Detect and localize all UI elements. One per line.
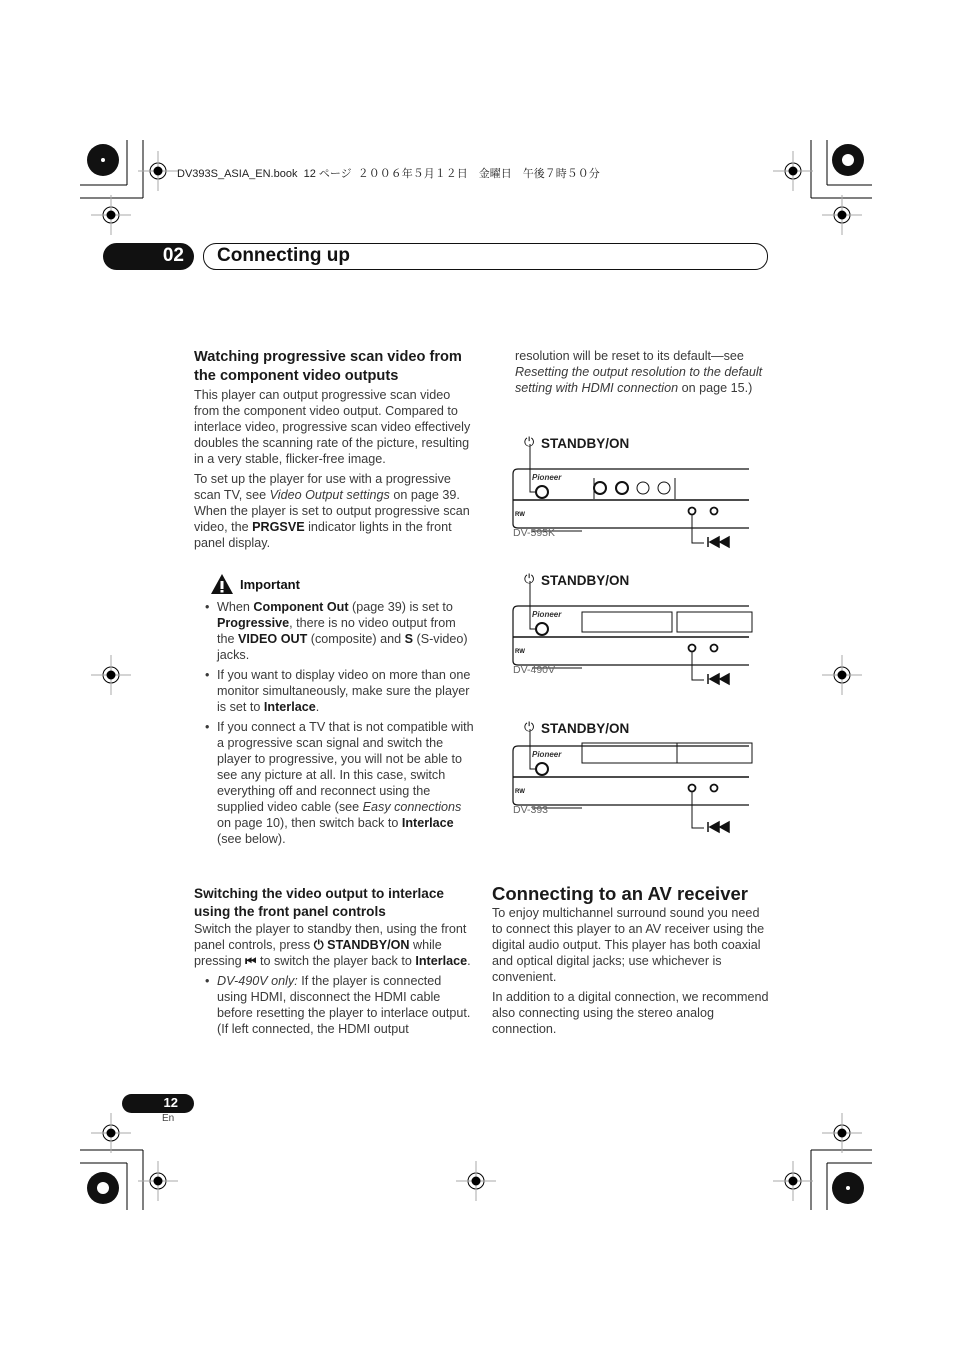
text-run: (see below). <box>217 832 286 846</box>
text-run: Resetting the output resolution to the default setting with HDMI connection <box>515 365 763 395</box>
text-run: (composite) and <box>307 632 405 646</box>
text-run: Switch the player to standby then, using the front panel controls, press <box>194 922 467 952</box>
paragraph <box>515 348 770 396</box>
text-run: on page 15.) <box>678 381 753 395</box>
text-run: If you want to display video on more than one monitor simultaneously, make sure the player is set to <box>217 668 471 714</box>
section-heading: Watching progressive scan video from the component video outputs <box>194 349 462 384</box>
power-icon: ⏻ <box>524 571 535 586</box>
page-number-badge <box>122 1094 194 1113</box>
svg-text:RW: RW <box>515 512 525 518</box>
page-number: 12 <box>163 1095 178 1110</box>
section-heading: Connecting to an AV receiver <box>492 883 748 904</box>
text-run: DV-490V only: <box>217 974 298 988</box>
important-label: Important <box>240 577 300 592</box>
model-name: DV-393 <box>513 804 549 816</box>
text-run: Component Out <box>253 600 349 614</box>
paragraph <box>492 989 770 1037</box>
player-front-panel-diagram <box>512 573 762 693</box>
power-icon: ⏻ <box>524 434 535 449</box>
text-run: ⏻ STANDBY/ON <box>313 938 410 952</box>
text-run: Interlace <box>401 816 454 830</box>
bullet-item: • When Component Out (page 39) is set to Progressive, there is no video output from the VIDEO OUT (composite) and S (S-video) jacks. <box>205 600 468 662</box>
text-run: (S-video) jacks. <box>217 632 468 662</box>
paragraph <box>492 905 770 985</box>
text-run: Video Output settings <box>269 488 390 502</box>
text-run: while pressing <box>194 938 442 968</box>
text-run: on page 39. When the player is set to output progressive scan video, the <box>194 488 470 534</box>
svg-text:Pioneer: Pioneer <box>532 610 562 619</box>
text-run: Interlace <box>263 700 316 714</box>
paragraph <box>194 921 472 969</box>
important-note-header <box>210 573 474 595</box>
svg-text:Pioneer: Pioneer <box>532 473 562 482</box>
player-front-panel-diagram <box>512 721 762 841</box>
text-run: (page 39) is set to <box>348 600 453 614</box>
text-run: Interlace <box>415 954 468 968</box>
bullet-item: • If you want to display video on more than one monitor simultaneously, make sure the player is set to Interlace. <box>205 668 471 714</box>
bullet-item: • DV-490V only: If the player is connected using HDMI, disconnect the HDMI cable before resetting the player to interlace output. (If left connected, the HDMI output <box>205 974 471 1036</box>
model-name: DV-595K <box>513 527 556 539</box>
text-run: on page 10), then switch back to <box>217 816 402 830</box>
text-run: Easy connections <box>362 800 462 814</box>
text-run: resolution will be reset to its default—see <box>515 349 744 363</box>
text-run: In addition to a digital connection, we recommend also connecting using the stereo analog connection. <box>492 990 769 1036</box>
standby-label: STANDBY/ON <box>541 573 630 588</box>
chapter-title: Connecting up <box>217 245 350 266</box>
text-run: To enjoy multichannel surround sound you need to connect this player to an AV receiver using the digital audio output. This player has both coaxial and optical digital jacks; use whichever is convenient. <box>492 906 765 984</box>
text-run: PRGSVE <box>252 520 305 534</box>
text-run: When <box>217 600 254 614</box>
text-run: Progressive <box>217 616 290 630</box>
power-icon: ⏻ <box>524 719 535 734</box>
text-run: ⏮ <box>245 954 257 968</box>
chapter-number-badge <box>103 243 194 270</box>
player-front-panel-diagram <box>512 436 762 556</box>
text-run: . <box>467 954 471 968</box>
front-panel-drawing <box>512 721 762 841</box>
text-run: S <box>404 632 413 646</box>
section-heading: Switching the video output to interlace using the front panel controls <box>194 886 444 919</box>
chapter-title-bar <box>203 243 768 270</box>
bullet-item: • If you connect a TV that is not compatible with a progressive scan signal and switch the player to progressive, you will not be able to see any picture at all. In this case, switch everything off and reconnect using the supplied video cable (see Easy connections on page 10), then switch back to Interlace (see below). <box>205 720 474 846</box>
language-label: En <box>162 1113 175 1124</box>
text-run: . <box>315 700 320 714</box>
paragraph <box>194 387 474 467</box>
model-name: DV-490V <box>513 664 556 676</box>
text-run: VIDEO OUT <box>238 632 308 646</box>
chapter-number: 02 <box>162 245 184 266</box>
text-run: If the player is connected using HDMI, disconnect the HDMI cable before resetting the player to interlace output. (If left connected, the HDMI output <box>217 974 471 1036</box>
standby-label: STANDBY/ON <box>541 721 630 736</box>
text-run: To set up the player for use with a progressive scan TV, see <box>194 472 451 502</box>
text-run: If you connect a TV that is not compatible with a progressive scan signal and switch the player to progressive, you will not be able to see any picture at all. In this case, switch everything off and reconnect using the supplied video cable (see <box>217 720 474 814</box>
print-header: DV393S_ASIA_EN.book 12 ページ ２００６年５月１２日 金曜日 午後７時５０分 <box>177 168 600 180</box>
text-run: indicator lights in the front panel display. <box>194 520 452 550</box>
svg-text:RW: RW <box>515 649 525 655</box>
svg-text:RW: RW <box>515 789 525 795</box>
standby-label: STANDBY/ON <box>541 436 630 451</box>
warning-icon <box>210 573 234 595</box>
text-run: to switch the player back to <box>256 954 416 968</box>
text-run: , there is no video output from the <box>217 616 456 646</box>
text-run: This player can output progressive scan video from the component video output. Compared to interlace video, progressive scan video effectively doubles the scanning rate of the picture, resulting in a very stable, flicker-free image. <box>194 388 471 466</box>
paragraph <box>194 471 474 551</box>
svg-text:Pioneer: Pioneer <box>532 750 562 759</box>
